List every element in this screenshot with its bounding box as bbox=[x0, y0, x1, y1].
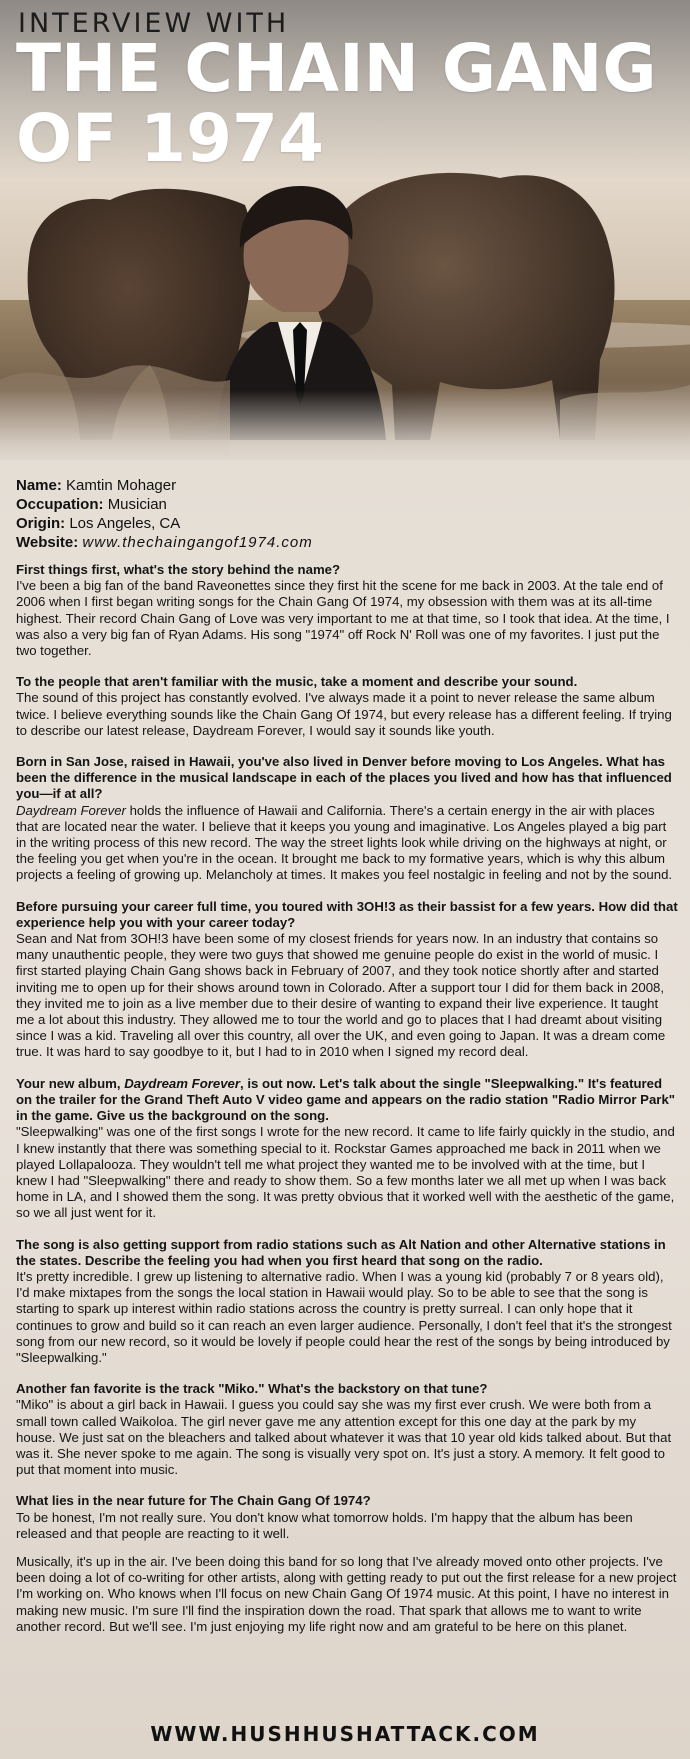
occupation-label: Occupation: bbox=[16, 496, 104, 513]
interview-body bbox=[16, 562, 678, 1650]
qa-block bbox=[16, 754, 678, 884]
website-link[interactable]: www.thechaingangof1974.com bbox=[82, 534, 313, 551]
question-prefix: Your new album, bbox=[16, 1075, 125, 1091]
question: Before pursuing your career full time, you toured with 3OH!3 as their bassist for a few years. How did that experience help you with your career today? bbox=[16, 898, 678, 930]
profile-origin-row bbox=[16, 514, 676, 533]
question: To the people that aren't familiar with the music, take a moment and describe your sound. bbox=[16, 674, 578, 690]
question: Born in San Jose, raised in Hawaii, you've also lived in Denver before moving to Los Angeles. What has been the difference in the musical landscape in each of the places you lived and how has that influenced you—if at all? bbox=[16, 754, 672, 802]
qa-block bbox=[16, 1237, 678, 1367]
answer bbox=[16, 803, 678, 884]
answer: It's pretty incredible. I grew up listening to alternative radio. When I was a young kid (probably 7 or 8 years old), I'd make mixtapes from the songs the local station in Hawaii would play. So to be able to see that the song is starting to spark up interest within radio stations across the country is pretty surreal. I can only hope that it continues to grow and build so it can reach an even larger audience. Personally, I don't feel that it's the strongest song from our new record, so it would be lovely if people could hear the rest of the songs by being introduced by "Sleepwalking." bbox=[16, 1268, 672, 1365]
headline-line-2: OF 1974 bbox=[16, 100, 324, 177]
artist-profile bbox=[16, 476, 676, 552]
qa-block bbox=[16, 1493, 678, 1635]
footer-url[interactable]: WWW.HUSHHUSHATTACK.COM bbox=[150, 1722, 540, 1746]
question: The song is also getting support from radio stations such as Alt Nation and other Alternative stations in the states. Describe the feeling you had when you first heard that song on the radio. bbox=[16, 1236, 666, 1268]
answer: The sound of this project has constantly evolved. I've always made it a point to never release the same album twice. I believe everything sounds like the Chain Gang Of 1974, but every release has a different feeling. If trying to describe our latest release, Daydream Forever, I would say it sounds like youth. bbox=[16, 690, 672, 738]
album-title: Daydream Forever bbox=[16, 802, 126, 818]
question: What lies in the near future for The Chain Gang Of 1974? bbox=[16, 1493, 371, 1509]
answer: "Sleepwalking" was one of the first songs I wrote for the new record. It came to life fairly quickly in the studio, and I knew instantly that there was something special to it. Rockstar Games approached me back in 2011 when we played Lollapalooza. They wouldn't tell me what project they wanted me to be involved with at the time, but I knew I had "Sleepwalking" there and ready to show them. So a few months later we all met up when I was back home in LA, and I showed them the song. It was pretty obvious that it worked well with the aesthetic of the game, so we all just went for it. bbox=[16, 1124, 675, 1221]
qa-block bbox=[16, 674, 678, 739]
question bbox=[16, 1076, 675, 1123]
profile-name-row bbox=[16, 476, 676, 495]
hero-photo bbox=[0, 0, 690, 460]
profile-occupation-row bbox=[16, 495, 676, 514]
answer-text: holds the influence of Hawaii and California. There's a certain energy in the air with places that are located near the water. I believe that it keeps you young and imaginative. Los Angeles played a big part in the writing process of this new record. The way the street lights look while driving on the highways at night, or the feeling you get when you're in the ocean. It brought me back to my formative years, which is why this album projects a feeling of growing up. Melancholy at times. It makes you feel nostalgic in feeling and not by the sound. bbox=[16, 802, 673, 883]
qa-block bbox=[16, 562, 678, 659]
qa-block bbox=[16, 899, 678, 1061]
question: Another fan favorite is the track "Miko." What's the backstory on that tune? bbox=[16, 1381, 488, 1397]
album-title: Daydream Forever bbox=[124, 1075, 241, 1091]
origin-label: Origin: bbox=[16, 515, 66, 532]
qa-block bbox=[16, 1381, 678, 1478]
profile-website-row bbox=[16, 533, 676, 552]
answer: To be honest, I'm not really sure. You don't know what tomorrow holds. I'm happy that the album has been released and that people are reacting to it well. bbox=[16, 1509, 633, 1541]
answer: Sean and Nat from 3OH!3 have been some of my closest friends for years now. In an industry that contains so many unauthentic people, they were two guys that showed me genuine people do exist in the world of music. I first started playing Chain Gang shows back in February of 2007, and they took notice shortly after and started inviting me to open up for their shows around town in Colorado. After a support tour I did for them back in 2008, they invited me to join as a live member due to their desire of wanting to expand their live experience. It taught me a lot about this industry. They allowed me to tour the world and go to places that I had dreamt about visiting since I was a kid. Traveling all over this country, all over the UK, and even going to Japan. It was a dream come true. It was hard to say goodbye to it, but I had to in 2010 when I signed my record deal. bbox=[16, 931, 666, 1060]
question-text: , is out now. Let's talk about the single "Sleepwalking." It's featured on the trailer for the Grand Theft Auto V video game and appears on the radio station "Radio Mirror Park" in the game. Give us the background on the song. bbox=[16, 1075, 676, 1124]
question: First things first, what's the story behind the name? bbox=[16, 562, 341, 577]
name-label: Name: bbox=[16, 477, 62, 494]
occupation-value: Musician bbox=[107, 496, 167, 513]
website-label: Website: bbox=[16, 534, 79, 551]
hero-fade bbox=[0, 390, 690, 460]
interview-kicker: INTERVIEW WITH bbox=[18, 8, 290, 39]
qa-block bbox=[16, 1076, 678, 1222]
origin-value: Los Angeles, CA bbox=[69, 515, 181, 532]
answer: I've been a big fan of the band Raveonettes since they first hit the scene for me back in 2003. At the tale end of 2006 when I first began writing songs for the Chain Gang Of 1974, my obsession with them was at its all-time highest. Their record Chain Gang of Love was very important to me at that time, so I took that idea. At the time, I was also a very big fan of Ryan Adams. His song "1974" off Rock N' Roll was one of my favorites. I just put the two together. bbox=[16, 578, 670, 659]
article-headline bbox=[16, 30, 686, 177]
answer: "Miko" is about a girl back in Hawaii. I guess you could say she was my first ever crush. We were both from a small town called Waikoloa. The girl never gave me any attention except for this one day at the park by my house. We just sat on the bleachers and talked about whatever it was that 10 year old kids talked about. But that was it. She never spoke to me again. The song is visually very spot on. It's just a story. A memory. It felt good to put that moment into music. bbox=[16, 1397, 672, 1478]
name-value: Kamtin Mohager bbox=[66, 477, 177, 494]
headline-line-1: THE CHAIN GANG bbox=[16, 30, 657, 107]
answer-continued: Musically, it's up in the air. I've been doing this band for so long that I've already moved onto other projects. I've been doing a lot of co-writing for other artists, along with getting ready to put out the first release for a new project I'm working on. Who knows when I'll focus on new Chain Gang Of 1974 music. At this point, I have no interest in making new music. I'm sure I'll find the inspiration down the road. That spark that allows me to want to write another record. But we'll see. I'm just enjoying my life right now and am grateful to be here on this planet. bbox=[16, 1553, 677, 1634]
